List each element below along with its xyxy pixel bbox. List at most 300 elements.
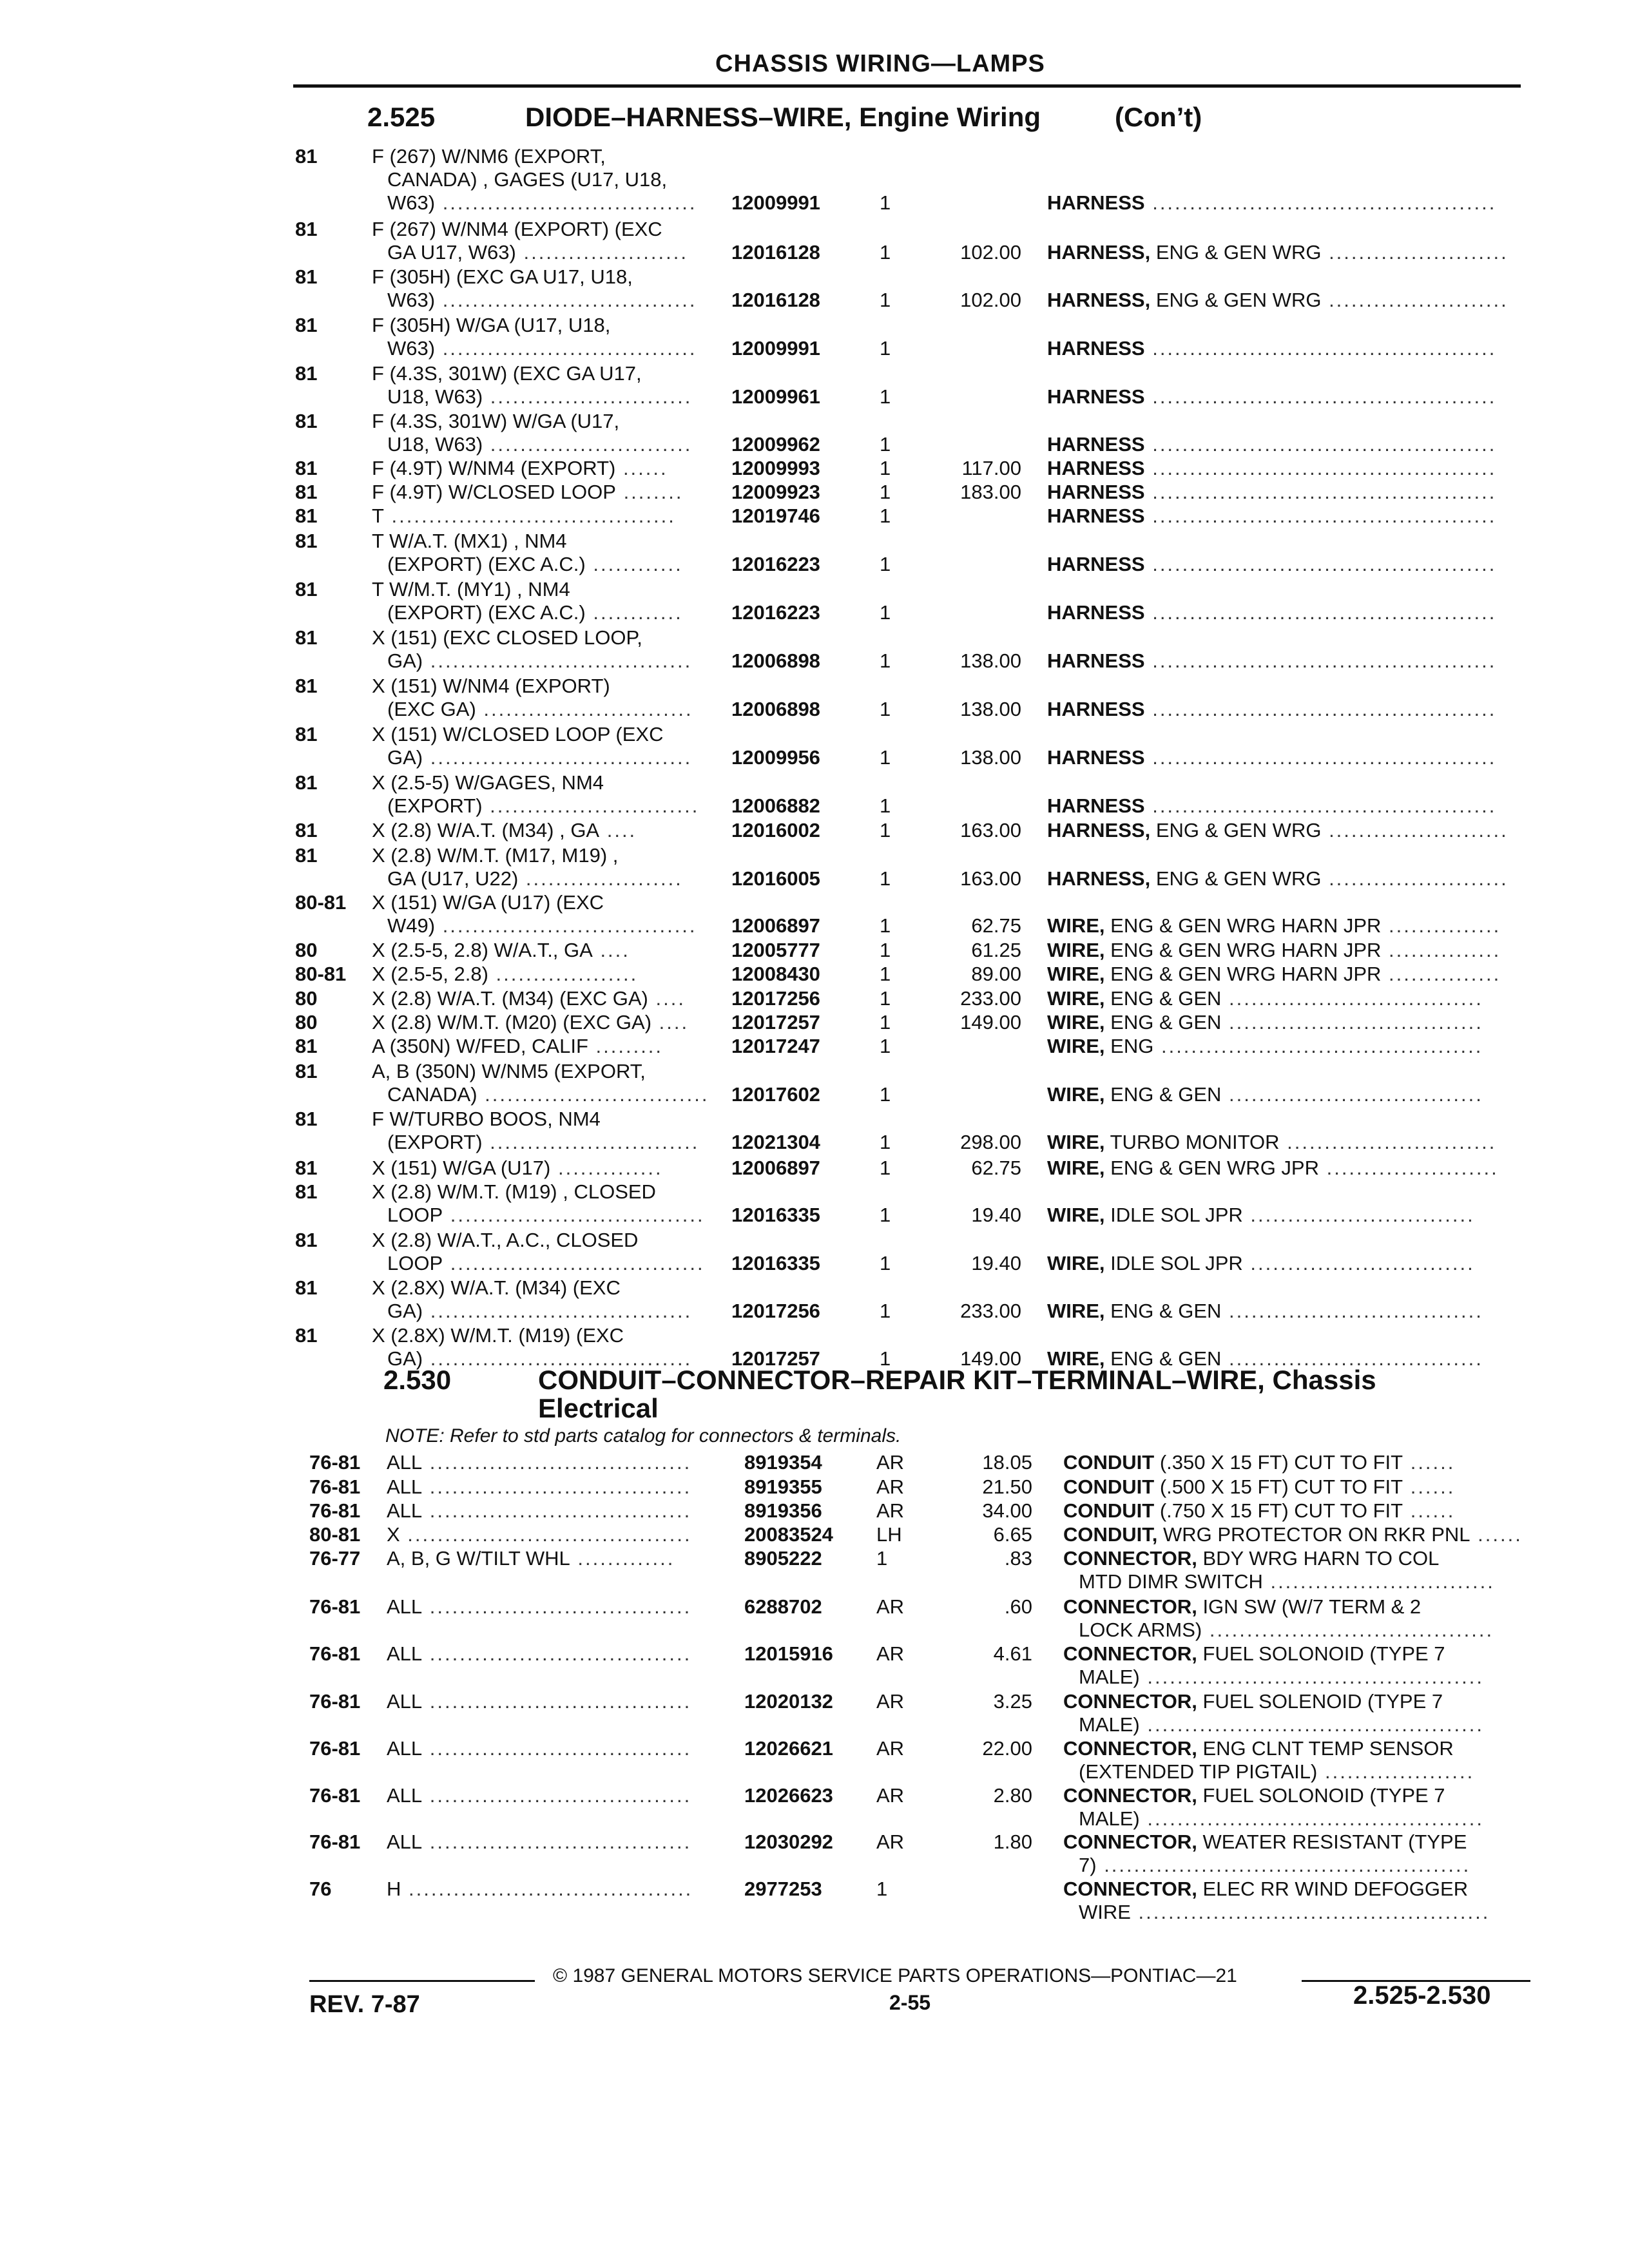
part-number: 12017256 [731,987,820,1010]
dot-leader: .................................. [1221,1083,1483,1106]
price: 19.40 [971,1252,1021,1274]
dot-leader: .............................. [477,1083,709,1106]
dot-leader: .... [651,1011,689,1033]
section-suffix: (Con’t) [1115,102,1202,132]
dot-leader: ........................... [483,433,693,456]
item-detail: IGN SW (W/7 TERM & 2 [1197,1595,1422,1618]
application-line: ALL ................................... [387,1831,692,1853]
item-line [1047,819,1509,842]
item-detail: WEATER RESISTANT (TYPE [1197,1831,1467,1853]
dot-leader: ...... [1403,1499,1456,1522]
application-line: X (2.5-5, 2.8) ................... [372,963,639,985]
item-line-2: MALE) ............................................. [1079,1666,1484,1688]
section-title [525,102,1041,133]
item-detail: ENG & GEN WRG [1150,289,1322,311]
model-year: 81 [295,145,318,168]
application-line: LOOP .................................. [387,1204,705,1226]
application [372,987,686,1010]
section-title-bold: CONDUIT–CONNECTOR–REPAIR KIT–TERMINAL–WIRE, [538,1365,1265,1395]
item-detail: IDLE SOL JPR [1104,1252,1243,1274]
price: 34.00 [982,1499,1032,1522]
dot-leader: ............................ [482,794,700,817]
quantity: AR [876,1784,905,1807]
part-number: 12006897 [731,914,820,937]
part-number: 12009923 [731,481,820,503]
item-line [1047,241,1509,264]
dot-leader: .... [599,819,637,841]
item-name: HARNESS [1047,746,1145,769]
application-line: ALL ................................... [387,1642,692,1665]
section-number: 2.525 [367,102,436,132]
item-detail: ENG & GEN WRG JPR [1104,1157,1319,1179]
item-description [1063,1523,1523,1546]
price: 4.61 [993,1642,1032,1665]
dot-leader: .............................................. [1144,794,1497,817]
item-name: CONNECTOR, [1063,1690,1197,1713]
application-line: W63) .................................. [387,289,697,311]
quantity: 1 [880,914,891,937]
item-line [1063,1690,1484,1713]
item-detail: ENG & GEN WRG HARN JPR [1104,914,1382,937]
item-line [1047,698,1496,721]
dot-leader: .............................................. [1144,505,1497,527]
model-year: 81 [295,481,318,503]
item-line [1047,433,1496,456]
model-year: 81 [295,1060,318,1082]
item-description [1047,553,1496,576]
part-number: 12016002 [731,819,820,841]
price: 22.00 [982,1737,1032,1760]
application-line: W63) .................................. [387,191,697,214]
quantity: AR [876,1595,905,1618]
application-line: F (267) W/NM6 (EXPORT, [372,145,606,168]
section-title-bold: DIODE–HARNESS–WIRE, [525,102,852,132]
part-number: 12016335 [731,1204,820,1226]
model-year: 81 [295,218,318,240]
dot-leader: .................................. [1221,987,1483,1010]
application-line: GA) ................................... [387,649,693,672]
part-number: 12006897 [731,1157,820,1179]
dot-leader: .............................................. [1144,601,1497,624]
dot-leader: ........................ [1321,289,1509,311]
dot-leader: ............... [1381,963,1501,985]
application [372,891,697,937]
item-name: CONNECTOR, [1063,1642,1197,1665]
application-line: F (305H) (EXC GA U17, U18, [372,265,633,288]
item-name: CONNECTOR, [1063,1547,1197,1570]
item-line [1047,1011,1483,1034]
item-name: HARNESS, [1047,289,1151,311]
price: 62.75 [971,914,1021,937]
price: 102.00 [960,241,1021,264]
dot-leader: .................................. [443,1252,705,1274]
item-name: WIRE, [1047,963,1105,985]
dot-leader: .............................. [1262,1570,1495,1593]
item-name: HARNESS [1047,457,1145,479]
part-number: 12016128 [731,289,820,311]
part-number: 8919356 [744,1499,822,1522]
application [372,844,683,890]
dot-leader: .................................. [1221,1300,1483,1322]
application-line: GA) ................................... [387,1347,693,1370]
model-year: 80-81 [295,891,347,914]
dot-leader: ........................ [1321,819,1509,841]
item-line [1047,1157,1499,1180]
item-description [1047,1204,1475,1227]
item-line [1063,1878,1490,1901]
quantity: 1 [876,1878,888,1900]
quantity: 1 [880,289,891,311]
application-line: X (2.8) W/M.T. (M19) , CLOSED [372,1180,656,1203]
part-number: 12016223 [731,601,820,624]
quantity: 1 [880,794,891,817]
item-description [1047,1011,1483,1034]
item-line [1063,1547,1495,1570]
price: 102.00 [960,289,1021,311]
model-year: 76-81 [309,1499,361,1522]
part-number: 12017257 [731,1011,820,1033]
item-name: HARNESS [1047,385,1145,408]
model-year: 81 [295,1324,318,1347]
item-name: WIRE, [1047,1131,1105,1153]
dot-leader: .............................................. [1144,649,1497,672]
dot-leader: ...................................... [383,505,676,527]
part-number: 12017247 [731,1035,820,1057]
application-line: W49) .................................. [387,914,697,937]
application [372,1011,689,1034]
dot-leader: ............................ [482,1131,700,1153]
item-description [1063,1831,1470,1877]
item-detail: ENG & GEN [1104,987,1222,1010]
model-year: 80-81 [295,963,347,985]
quantity: 1 [880,1157,891,1179]
application [372,1035,663,1058]
item-description [1063,1642,1484,1689]
quantity: 1 [880,1035,891,1057]
part-number: 12009961 [731,385,820,408]
item-line [1063,1784,1484,1807]
item-detail: ENG & GEN WRG [1150,867,1322,890]
item-detail: (.350 X 15 FT) CUT TO FIT [1154,1451,1403,1474]
quantity: AR [876,1499,905,1522]
dot-leader: ............ [585,601,683,624]
application-line: (EXPORT) (EXC A.C.) ............ [387,553,683,575]
application-line: A (350N) W/FED, CALIF ......... [372,1035,664,1057]
item-description [1047,457,1496,480]
part-number: 12009962 [731,433,820,456]
item-line [1047,746,1496,769]
model-year: 81 [295,505,318,527]
item-name: WIRE, [1047,1157,1105,1179]
dot-leader: ................................... [422,1690,692,1713]
part-number: 6288702 [744,1595,822,1618]
part-number: 12021304 [731,1131,820,1153]
section-title [538,1365,1376,1396]
model-year: 80 [295,939,318,961]
price: .83 [1004,1547,1032,1570]
item-name: WIRE, [1047,1204,1105,1226]
item-detail: ENG & GEN [1104,1347,1222,1370]
price: 138.00 [960,698,1021,720]
part-number: 12017257 [731,1347,820,1370]
item-name: WIRE, [1047,987,1105,1010]
price: 117.00 [961,457,1021,479]
dot-leader: .................................. [435,337,697,360]
item-detail: FUEL SOLONOID (TYPE 7 [1197,1642,1445,1665]
dot-leader: ................................... [422,1475,692,1498]
item-name: HARNESS [1047,601,1145,624]
item-description [1063,1499,1455,1523]
item-line [1047,1035,1483,1058]
part-number: 12030292 [744,1831,833,1853]
application-line: A, B, G W/TILT WHL ............. [387,1547,675,1570]
application-line: U18, W63) ........................... [387,385,693,408]
dot-leader: .................................. [1221,1011,1483,1033]
application-line: X (151) W/GA (U17) .............. [372,1157,663,1179]
model-year: 76-77 [309,1547,361,1570]
application [387,1642,691,1666]
item-line [1047,457,1496,480]
model-year: 76-81 [309,1831,361,1853]
application-line: T W/A.T. (MX1) , NM4 [372,530,567,552]
item-name: CONDUIT [1063,1475,1155,1498]
model-year: 81 [295,362,318,385]
application-line: X (151) W/GA (U17) (EXC [372,891,604,914]
quantity: 1 [880,505,891,527]
application-line: (EXC GA) ............................ [387,698,693,720]
application-line: X (2.8) W/A.T. (M34) (EXC GA) .... [372,987,686,1010]
dot-leader: .............................................. [1144,553,1497,575]
dot-leader: ...................................... [1202,1619,1494,1641]
item-description [1063,1595,1494,1642]
part-number: 8905222 [744,1547,822,1570]
item-detail: ENG & GEN [1104,1300,1222,1322]
item-name: CONNECTOR, [1063,1831,1197,1853]
dot-leader: ........ [615,481,684,503]
application-line: X (2.8) W/A.T. (M34) , GA .... [372,819,637,841]
dot-leader: ...... [1403,1451,1456,1474]
item-description [1047,698,1496,721]
item-detail: BDY WRG HARN TO COL [1197,1547,1440,1570]
application-line: X (2.8) W/M.T. (M20) (EXC GA) .... [372,1011,689,1033]
price: 138.00 [960,746,1021,769]
item-line [1047,289,1509,312]
application [387,1523,692,1546]
part-number: 12006898 [731,698,820,720]
application [372,265,697,312]
item-description [1047,191,1496,215]
application-line: H ...................................... [387,1878,693,1900]
item-line [1047,963,1501,986]
application [372,819,637,842]
page-title: CHASSIS WIRING—LAMPS [715,50,1045,77]
item-name: HARNESS [1047,337,1145,360]
model-year: 81 [295,1180,318,1203]
model-year: 80-81 [309,1523,361,1546]
dot-leader: ................................... [423,1300,693,1322]
dot-leader: ................................... [422,1642,692,1665]
item-name: WIRE, [1047,1300,1105,1322]
item-description [1047,819,1509,842]
application [372,675,693,721]
application [372,963,638,986]
model-year: 76-81 [309,1475,361,1498]
item-description [1047,867,1509,890]
price: 163.00 [960,867,1021,890]
price: 21.50 [982,1475,1032,1498]
dot-leader: ................................... [422,1737,692,1760]
item-name: HARNESS [1047,505,1145,527]
item-description [1063,1451,1455,1474]
item-name: CONDUIT [1063,1499,1155,1522]
item-line [1047,385,1496,408]
dot-leader: .............................................. [1144,457,1497,479]
quantity: 1 [880,433,891,456]
dot-leader: ................................................. [1096,1854,1471,1876]
dot-leader: ......... [588,1035,664,1057]
item-description [1063,1690,1484,1736]
item-line [1047,987,1483,1010]
application-line: X (2.8X) W/A.T. (M34) (EXC [372,1276,621,1299]
model-year: 81 [295,1108,318,1130]
application-line: X (2.5-5) W/GAGES, NM4 [372,771,604,794]
note-text: NOTE: Refer to std parts catalog for connectors & terminals. [385,1425,901,1446]
item-description [1047,1083,1483,1106]
item-description [1047,505,1496,528]
dot-leader: ............................ [1279,1131,1497,1153]
item-detail: ENG & GEN WRG [1150,241,1322,264]
item-description [1047,746,1496,769]
application [372,505,676,528]
item-description [1047,649,1496,673]
price: 163.00 [960,819,1021,841]
price: 1.80 [993,1831,1032,1853]
application-line: X (2.8) W/A.T., A.C., CLOSED [372,1229,639,1251]
model-year: 81 [295,265,318,288]
item-detail: ENG & GEN [1104,1011,1222,1033]
item-line-2: MALE) ............................................. [1079,1807,1484,1830]
item-detail: FUEL SOLENOID (TYPE 7 [1197,1690,1443,1713]
item-description [1047,433,1496,456]
quantity: LH [876,1523,902,1546]
quantity: 1 [880,1300,891,1322]
application-line: (EXPORT) (EXC A.C.) ............ [387,601,683,624]
application [372,1108,699,1154]
quantity: 1 [880,457,891,479]
model-year: 76-81 [309,1784,361,1807]
item-description [1047,1035,1483,1058]
item-line [1047,481,1496,504]
item-name: HARNESS [1047,433,1145,456]
application-line: T W/M.T. (MY1) , NM4 [372,578,570,601]
dot-leader: ............................................. [1139,1666,1484,1688]
section-range: 2.525-2.530 [1353,1981,1491,2010]
application [387,1878,693,1901]
part-number: 12016005 [731,867,820,890]
application [372,410,692,456]
item-name: CONNECTOR, [1063,1784,1197,1807]
application-line: ALL ................................... [387,1690,692,1713]
dot-leader: ........................................... [1153,1035,1483,1057]
price: 183.00 [960,481,1021,503]
part-number: 12016223 [731,553,820,575]
dot-leader: ...... [1403,1475,1456,1498]
item-detail: WRG PROTECTOR ON RKR PNL [1157,1523,1470,1546]
model-year: 76-81 [309,1690,361,1713]
item-description [1047,1252,1475,1275]
price: 233.00 [960,987,1021,1010]
model-year: 81 [295,626,318,649]
application [372,1276,692,1323]
part-number: 8919355 [744,1475,822,1498]
application-line: X (151) (EXC CLOSED LOOP, [372,626,642,649]
dot-leader: ........................ [1321,867,1509,890]
part-number: 12017602 [731,1083,820,1106]
section-title-rest: Chassis [1272,1365,1376,1395]
item-name: WIRE, [1047,939,1105,961]
item-description [1047,241,1509,264]
item-name: CONNECTOR, [1063,1878,1197,1900]
application [372,578,683,624]
part-number: 12015916 [744,1642,833,1665]
dot-leader: .............................................. [1144,191,1497,214]
quantity: 1 [880,553,891,575]
item-description [1047,337,1496,360]
dot-leader: ...................................... [400,1523,692,1546]
item-line-2: MALE) ............................................. [1079,1713,1484,1736]
dot-leader: .............................. [1242,1252,1475,1274]
part-number: 20083524 [744,1523,833,1546]
application [387,1451,691,1474]
item-description [1047,385,1496,408]
model-year: 81 [295,1276,318,1299]
application [372,723,692,769]
application [372,457,668,480]
item-name: WIRE, [1047,1035,1105,1057]
dot-leader: ........................ [1321,241,1509,264]
quantity: 1 [880,746,891,769]
quantity: 1 [880,1131,891,1153]
application [372,145,697,215]
application-line: F W/TURBO BOOS, NM4 [372,1108,601,1130]
item-name: HARNESS [1047,481,1145,503]
application-line: X (2.8X) W/M.T. (M19) (EXC [372,1324,624,1347]
dot-leader: ................................... [422,1451,692,1474]
dot-leader: ............. [570,1547,675,1570]
item-line-2: MTD DIMR SWITCH .............................. [1079,1570,1495,1593]
item-name: CONDUIT [1063,1451,1155,1474]
model-year: 76-81 [309,1642,361,1665]
page-number: 2-55 [889,1991,931,2014]
dot-leader: ................................... [423,649,693,672]
application-line: F (267) W/NM4 (EXPORT) (EXC [372,218,662,240]
item-detail: (.500 X 15 FT) CUT TO FIT [1154,1475,1403,1498]
model-year: 76-81 [309,1737,361,1760]
item-name: WIRE, [1047,914,1105,937]
item-name: HARNESS [1047,191,1145,214]
item-name: WIRE, [1047,1011,1105,1033]
dot-leader: .... [592,939,630,961]
model-year: 81 [295,1035,318,1057]
item-line [1047,553,1496,576]
application-line: GA) ................................... [387,1300,693,1322]
dot-leader: ...................................... [401,1878,693,1900]
dot-leader: .... [648,987,686,1010]
application-line: ALL ................................... [387,1499,692,1522]
item-name: HARNESS [1047,794,1145,817]
section-title-rest: Engine Wiring [859,102,1041,132]
item-description [1063,1737,1474,1783]
